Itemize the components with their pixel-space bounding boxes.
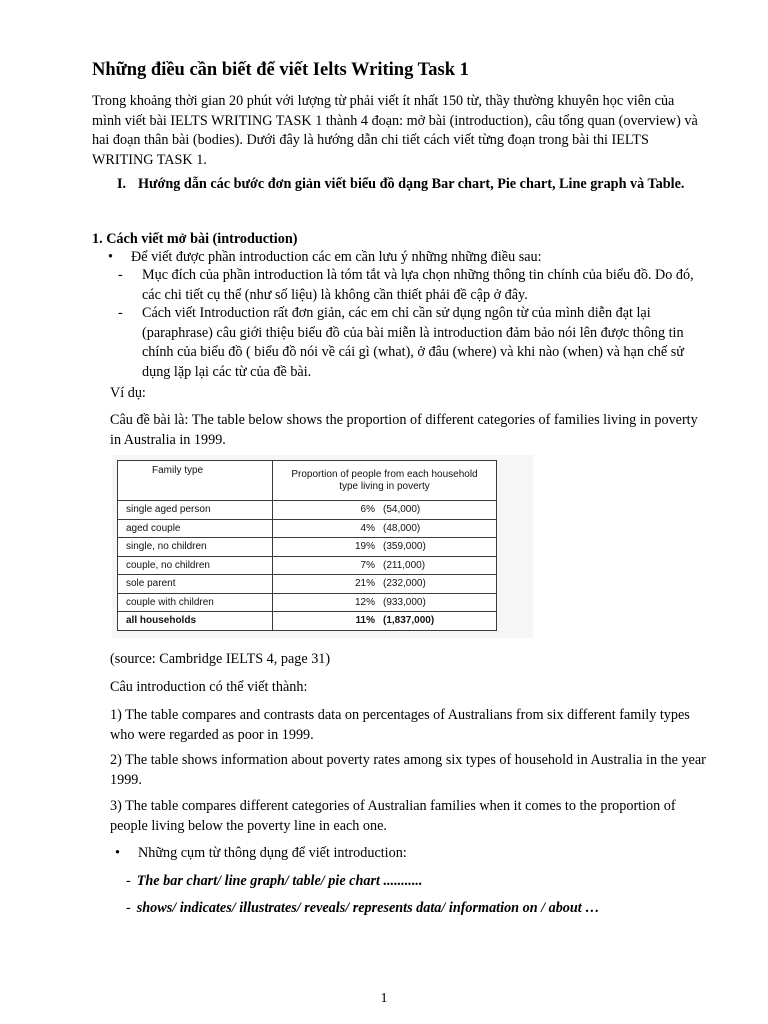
intro-option-3: 3) The table compares different categories of Australian families when it comes to the proportion of people living below the poverty line in each one.: [110, 798, 676, 834]
phrase-text: The bar chart/ line graph/ table/ pie chart ...........: [136, 873, 423, 889]
table-cell-pct: 21%: [354, 578, 375, 590]
source-citation: (source: Cambridge IELTS 4, page 31): [110, 651, 331, 667]
dash-item: [118, 304, 702, 382]
page-number: 1: [380, 991, 388, 1006]
dash-text: Mục đích của phần introduction là tóm tắt và lựa chọn những thông tin chính của biểu đồ. Do đó, các chi tiết cụ thể (như số liệu) là không cần thiết phải đề cập ở đây.: [142, 267, 694, 303]
table-cell-pct: 6%: [360, 504, 375, 516]
intro-option-1: 1) The table compares and contrasts data on percentages of Australians from six different family types who were regarded as poor in 1999.: [110, 707, 690, 743]
intro-options-label: Câu introduction có thể viết thành:: [110, 679, 308, 695]
table-row: [118, 538, 497, 557]
dash-icon: -: [126, 900, 131, 916]
table-header-proportion: Proportion of people from each household type living in poverty: [273, 461, 497, 501]
poverty-table: [117, 460, 497, 631]
table-header-row: [118, 461, 497, 501]
table-cell-value: [273, 612, 497, 631]
table-cell-pct: 4%: [360, 522, 375, 534]
section-number: I.: [117, 176, 127, 192]
poverty-table-image: [112, 455, 533, 638]
table-row: [118, 575, 497, 594]
bullet-icon: •: [115, 845, 120, 861]
table-cell-value: [273, 593, 497, 612]
table-cell-type: single, no children: [118, 538, 273, 557]
table-cell-count: (48,000): [383, 522, 421, 534]
table-row-total: [118, 612, 497, 631]
phrase-item: [126, 899, 599, 919]
intro-option-2: 2) The table shows information about poverty rates among six types of household in Australia in the year 1999.: [110, 752, 706, 788]
table-cell-value: [273, 501, 497, 520]
phrase-text: shows/ indicates/ illustrates/ reveals/ represents data/ information on / about …: [136, 900, 600, 916]
table-row: [118, 593, 497, 612]
table-cell-pct: 19%: [354, 541, 375, 553]
table-cell-pct: 11%: [355, 615, 375, 627]
table-cell-type: single aged person: [118, 501, 273, 520]
table-cell-count: (211,000): [383, 559, 426, 571]
table-cell-value: [273, 538, 497, 557]
subheading-introduction: 1. Cách viết mở bài (introduction): [92, 231, 298, 247]
table-cell-value: [273, 556, 497, 575]
bullet-item: [108, 248, 708, 268]
example-label: Ví dụ:: [110, 385, 146, 401]
table-cell-count: (1,837,000): [383, 615, 435, 627]
dash-icon: -: [118, 305, 123, 321]
bullet-text: Để viết được phần introduction các em cần lưu ý những những điều sau:: [131, 249, 542, 265]
table-cell-pct: 7%: [360, 559, 375, 571]
table-cell-value: [273, 575, 497, 594]
table-cell-count: (359,000): [383, 541, 426, 553]
table-cell-pct: 12%: [354, 596, 375, 608]
dash-icon: -: [126, 873, 131, 889]
table-cell-type: aged couple: [118, 519, 273, 538]
table-cell-type: all households: [118, 612, 273, 631]
task-prompt: Câu đề bài là: The table below shows the proportion of different categories of families living in poverty in Australia in 1999.: [110, 412, 698, 448]
bullet-item: [115, 844, 715, 864]
page-title: Những điều cần biết để viết Ielts Writing Task 1: [92, 60, 469, 80]
table-row: [118, 501, 497, 520]
table-row: [118, 519, 497, 538]
table-header-family-type: Family type: [118, 461, 273, 501]
table-cell-value: [273, 519, 497, 538]
section-heading-text: Hướng dẫn các bước đơn giản viết biểu đồ dạng Bar chart, Pie chart, Line graph và Table.: [138, 176, 685, 192]
table-cell-count: (54,000): [383, 504, 421, 516]
table-cell-type: sole parent: [118, 575, 273, 594]
intro-paragraph: Trong khoảng thời gian 20 phút với lượng từ phải viết ít nhất 150 từ, thầy thường khuyên học viên của mình viết bài IELTS WRITING TASK 1 thành 4 đoạn: mở bài (introduction), câu tổng quan (overview) và hai đoạn thân bài (bodies). Dưới đây là hướng dẫn chi tiết cách viết từng đoạn trong bài thi IELTS WRITING TASK 1.: [92, 93, 698, 168]
dash-text: Cách viết Introduction rất đơn giản, các em chỉ cần sử dụng ngôn từ của mình diễn đạt lại (paraphrase) câu giới thiệu biểu đồ của bài miễn là introduction đảm bảo nói lên được thông tin chính của biểu đồ ( biểu đồ nói về cái gì (what), ở đâu (where) và khi nào (when) và hạn chế sử dụng lặp lại các từ của đề bài.: [142, 305, 684, 380]
section-heading-I: [117, 175, 687, 195]
dash-icon: -: [118, 267, 123, 283]
dash-item: [118, 266, 702, 305]
table-cell-type: couple, no children: [118, 556, 273, 575]
bullet-text: Những cụm từ thông dụng để viết introduction:: [138, 845, 407, 861]
bullet-icon: •: [108, 249, 113, 265]
table-row: [118, 556, 497, 575]
table-cell-count: (933,000): [383, 596, 426, 608]
table-cell-count: (232,000): [383, 578, 426, 590]
table-cell-type: couple with children: [118, 593, 273, 612]
phrase-item: [126, 872, 422, 892]
